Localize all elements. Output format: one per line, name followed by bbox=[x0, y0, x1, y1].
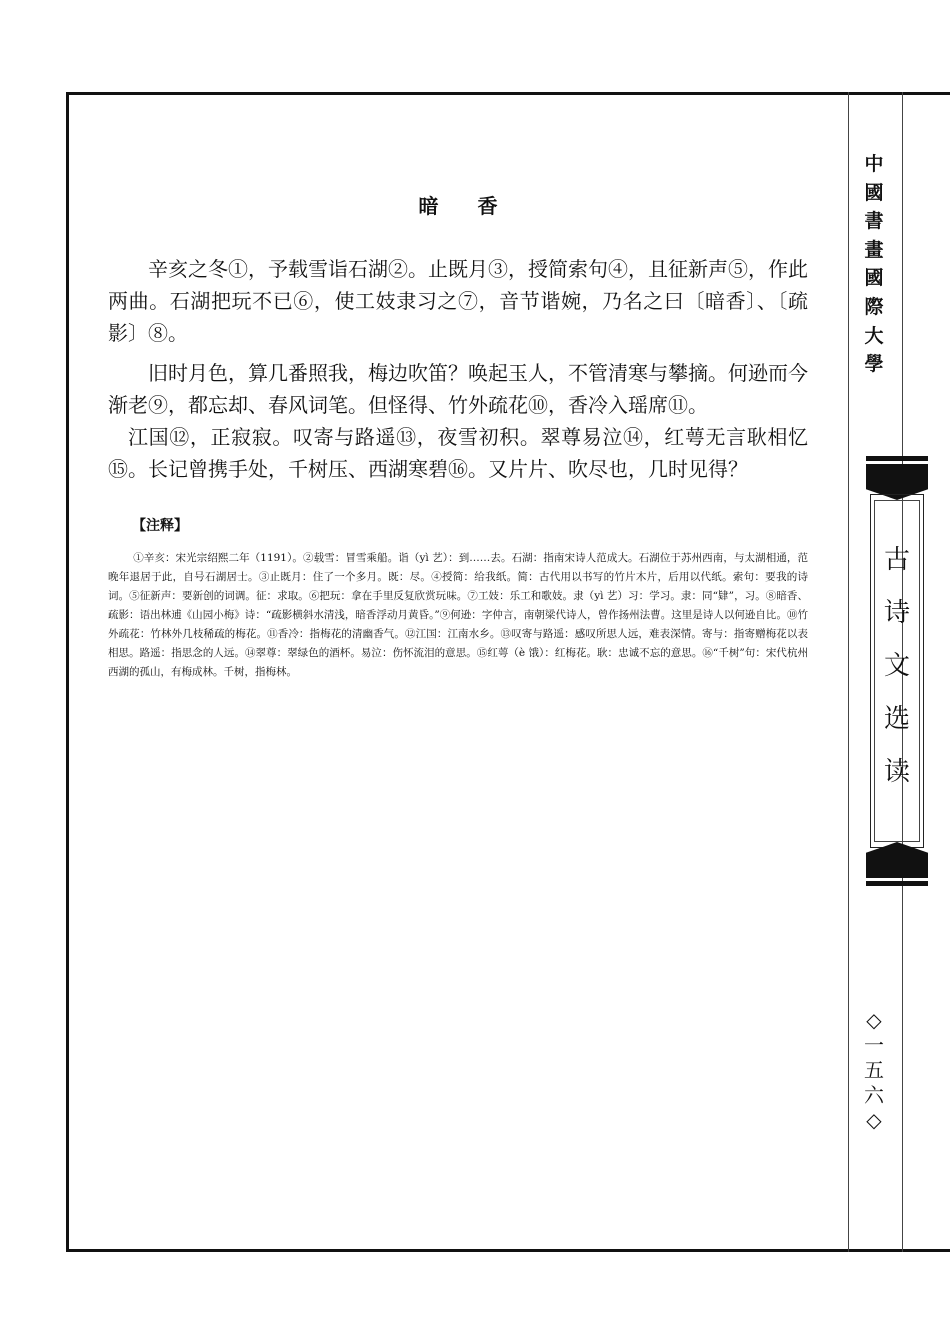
notes-heading: 【注释】 bbox=[132, 518, 188, 534]
page-number bbox=[862, 1008, 886, 1133]
notes-text: ①辛亥：宋光宗绍熙二年（1191）。②载雪：冒雪乘船。诣（yì 艺）：到……去。石湖：指南宋诗人范成大。石湖位于苏州西南，与太湖相通，范晚年退居于此，自号石湖居士。③止既月：住了一个多月。既：尽。④授简：给我纸。简：古代用以书写的竹片木片，后用以代纸。索句：要我的诗词。⑤征新声：要新创的词调。征：求取。⑥把玩：拿在手里反复欣赏玩味。⑦工妓：乐工和歌妓。隶（yì 艺）习：学习。隶：同“肄”，习。⑧暗香、疏影：语出林逋《山园小梅》诗：“疏影横斜水清浅，暗香浮动月黄昏。”⑨何逊：字仲言，南朝梁代诗人，曾作扬州法曹。这里是诗人以何逊自比。⑩竹外疏花：竹林外几枝稀疏的梅花。⑪香冷：指梅花的清幽香气。⑫江国：江南水乡。⑬叹寄与路遥：感叹所思人远，难表深情。寄与：指寄赠梅花以表相思。路遥：指思念的人远。⑭翠尊：翠绿色的酒杯。易泣：伤怀流泪的意思。⑮红萼（è 饿）：红梅花。耿：忠诚不忘的意思。⑯“千树”句：宋代杭州西湖的孤山，有梅成林。千树，指梅林。 bbox=[108, 552, 808, 678]
margin-rule-inner bbox=[848, 92, 849, 1252]
banner-char: 读 bbox=[883, 757, 910, 787]
verse-part-1: 旧时月色，算几番照我，梅边吹笛？唤起玉人，不管清寒与攀摘。何逊而今渐老⑨，都忘却、春风词笔。但怪得、竹外疏花⑩，香冷入瑶席⑪。 bbox=[108, 361, 808, 417]
page-number-char: 一 bbox=[864, 1033, 884, 1057]
side-title-university: 中國書畫國際大學 bbox=[864, 153, 884, 376]
page-number-char: 五 bbox=[864, 1058, 884, 1082]
page-number-char: ◇ bbox=[866, 1008, 882, 1032]
main-content bbox=[108, 190, 808, 682]
side-banner bbox=[866, 456, 928, 886]
page-number-char: 六 bbox=[864, 1083, 884, 1107]
preface-paragraph: 辛亥之冬①，予载雪诣石湖②。止既月③，授简索句④，且征新声⑤，作此两曲。石湖把玩不已⑥，使工妓隶习之⑦，音节谐婉，乃名之曰〔暗香〕、〔疏影〕⑧。 bbox=[108, 257, 808, 345]
banner-char: 文 bbox=[883, 651, 910, 681]
banner-char: 选 bbox=[883, 704, 910, 734]
verse-part-2: 江国⑫，正寂寂。叹寄与路遥⑬，夜雪初积。翠尊易泣⑭，红萼无言耿相忆⑮。长记曾携手处，千树压、西湖寒碧⑯。又片片、吹尽也，几时见得？ bbox=[108, 425, 808, 481]
page-number-char: ◇ bbox=[866, 1108, 882, 1132]
banner-title bbox=[866, 534, 928, 799]
poem-body bbox=[108, 253, 808, 485]
banner-char: 古 bbox=[883, 545, 910, 575]
banner-char: 诗 bbox=[883, 598, 910, 628]
poem-title: 暗 香 bbox=[418, 194, 514, 218]
banner-top-bar bbox=[866, 456, 928, 461]
banner-bottom-bar bbox=[866, 881, 928, 886]
